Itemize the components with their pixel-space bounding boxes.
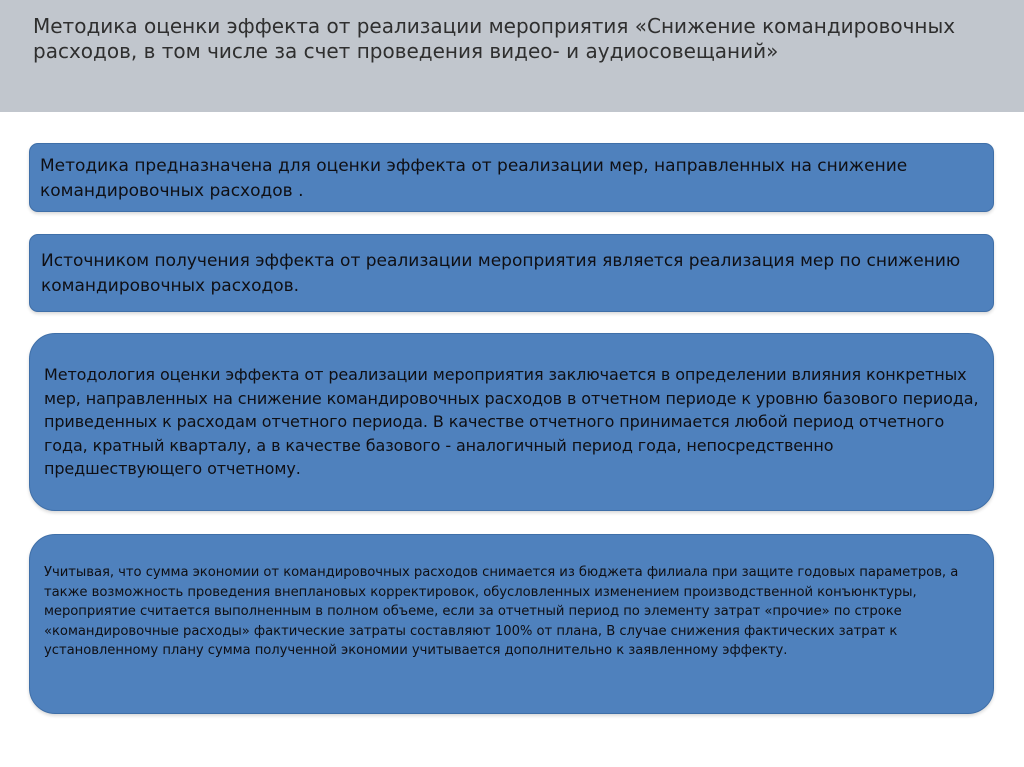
- info-box-source: [29, 234, 994, 312]
- info-box-methodology-text: Методология оценки эффекта от реализации мероприятия заключается в определении влияния конкретных мер, направленных на снижение командировочных расходов в отчетном периоде к уровню базового периода, приведенных к расходам отчетного периода. В качестве отчетного принимается любой период отчетного года, кратный кварталу, а в качестве базового - аналогичный период года, непосредственно предшествующего отчетному.: [44, 365, 979, 478]
- info-box-conditions-text: Учитывая, что сумма экономии от командировочных расходов снимается из бюджета филиала при защите годовых параметров, а также возможность проведения внеплановых корректировок, обусловленных изменением производственной конъюнктуры, мероприятие считается выполненным в полном объеме, если за отчетный период по элементу затрат «прочие» по строке «командировочные расходы» фактические затраты составляют 100% от плана, В случае снижения фактических затрат к установленному плану сумма полученной экономии учитывается дополнительно к заявленному эффекту.: [44, 565, 959, 659]
- info-box-purpose: [29, 143, 994, 212]
- info-box-purpose-text: Методика предназначена для оценки эффекта от реализации мер, направленных на снижение командировочных расходов .: [40, 156, 908, 201]
- title-bar: [0, 0, 1024, 112]
- slide-title: Методика оценки эффекта от реализации мероприятия «Снижение командировочных расходов, в том числе за счет проведения видео- и аудиосовещаний»: [33, 14, 956, 63]
- info-box-source-text: Источником получения эффекта от реализации мероприятия является реализация мер по снижению командировочных расходов.: [41, 251, 961, 296]
- info-box-conditions: [29, 534, 994, 714]
- info-box-methodology: [29, 333, 994, 511]
